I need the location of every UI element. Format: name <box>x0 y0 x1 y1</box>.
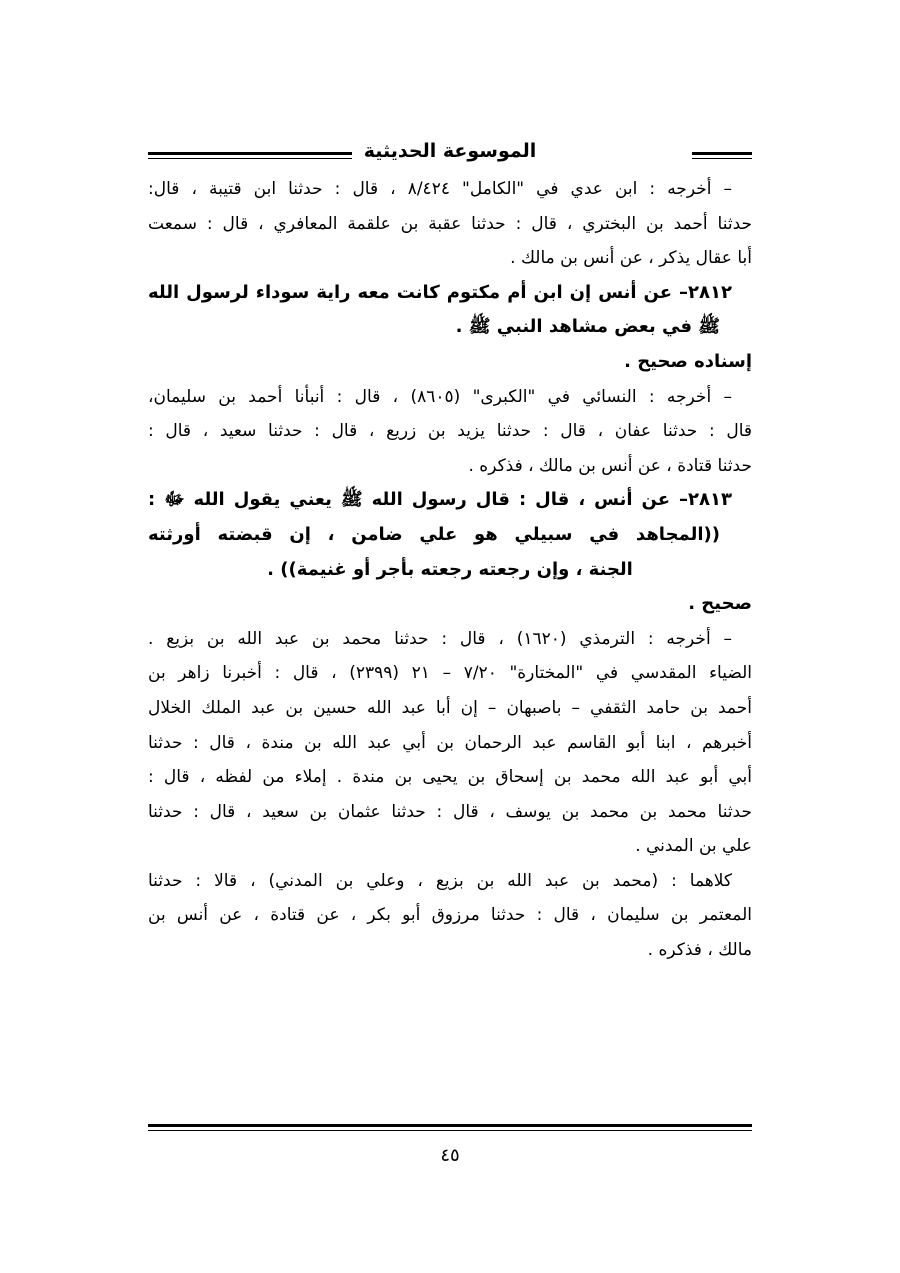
grading-label: صحيح . <box>688 593 752 615</box>
hadith-heading: ٢٨١٢– عن أنس إن ابن أم مكتوم كانت معه راية سوداء لرسول الله <box>148 281 732 303</box>
header-title-text: الموسوعة الحديثية <box>352 140 549 162</box>
footer-rule-thin <box>148 1130 752 1131</box>
text-line: كلاهما : (محمد بن عبد الله بن بزيع ، وعلي بن المدني) ، قالا : حدثنا <box>148 870 732 891</box>
text-line: المعتمر بن سليمان ، قال : حدثنا مرزوق أبو بكر ، عن قتادة ، عن أنس بن <box>148 905 752 926</box>
text-line: حدثنا قتادة ، عن أنس بن مالك ، فذكره . <box>468 455 752 476</box>
text-line: أبا عقال يذكر ، عن أنس بن مالك . <box>510 248 752 269</box>
text-content <box>148 172 752 968</box>
text-line: – أخرجه : ابن عدي في "الكامل" ٨/٤٢٤ ، قال : حدثنا ابن قتيبة ، قال: <box>148 179 732 199</box>
text-line: – أخرجه : النسائي في "الكبرى" (٨٦٠٥) ، قال : أنبأنا أحمد بن سليمان، <box>148 386 732 407</box>
page-body <box>148 138 752 968</box>
page-footer <box>148 1124 752 1166</box>
text-line: مالك ، فذكره . <box>647 940 752 961</box>
text-line: – أخرجه : الترمذي (١٦٢٠) ، قال : حدثنا محمد بن عبد الله بن بزيع . <box>148 628 732 649</box>
text-line: حدثنا أحمد بن البختري ، قال : حدثنا عقبة بن علقمة المعافري ، قال : سمعت <box>148 213 752 234</box>
text-line: قال : حدثنا عفان ، قال : حدثنا يزيد بن زريع ، قال : حدثنا سعيد ، قال : <box>148 421 752 442</box>
hadith-heading: الجنة ، وإن رجعته رجعته بأجر أو غنيمة)) . <box>267 558 633 580</box>
text-line: حدثنا محمد بن محمد بن يوسف ، قال : حدثنا عثمان بن سعيد ، قال : حدثنا <box>148 801 752 822</box>
page-header <box>148 138 752 178</box>
header-title <box>148 140 752 162</box>
hadith-heading: ٢٨١٣– عن أنس ، قال : قال رسول الله ﷺ يعني يقول الله ﷻ : <box>148 489 732 511</box>
text-line: أبي أبو عبد الله محمد بن إسحاق بن يحيى بن مندة . إملاء من لفظه ، قال : <box>148 767 752 788</box>
grading-label: إسناده صحيح . <box>624 350 752 372</box>
hadith-heading: ﷺ في بعض مشاهد النبي ﷺ . <box>455 316 720 338</box>
page-number: ٤٥ <box>440 1145 460 1166</box>
text-line: أخبرهم ، ابنا أبو القاسم عبد الرحمان بن أبي عبد الله بن مندة ، قال : حدثنا <box>148 732 752 753</box>
footer-rule-thick <box>148 1124 752 1127</box>
text-line: علي بن المدني . <box>635 836 752 857</box>
text-line: الضياء المقدسي في "المختارة" ٧/٢٠ – ٢١ (٢٣٩٩) ، قال : أخبرنا زاهر بن <box>148 663 753 684</box>
text-line: أحمد بن حامد الثقفي – باصبهان – إن أبا عبد الله حسين بن عبد الملك الخلال <box>148 697 752 718</box>
hadith-heading: ((المجاهد في سبيلي هو علي ضامن ، إن قبضته أورثته <box>148 523 720 545</box>
